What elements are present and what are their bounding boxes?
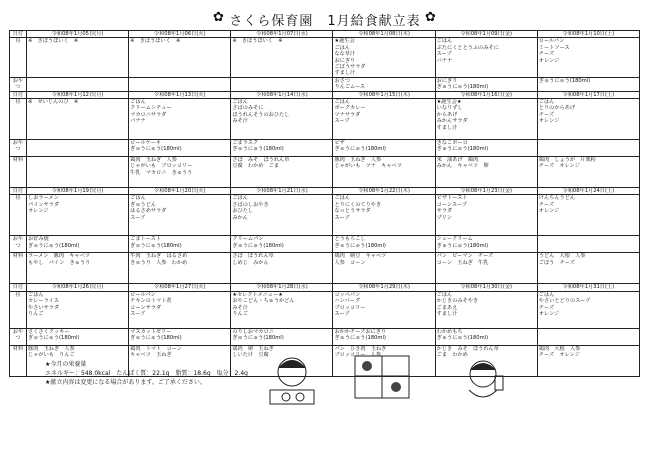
date-cell: 令和08年1月13日(火) (129, 91, 231, 98)
nutrition-note (45, 360, 295, 387)
ing-cell: かじき みそ ほうれん草 ごま わかめ (435, 345, 537, 376)
snack-cell: お好み焼 ぎゅうにゅう(180ml) (27, 236, 129, 253)
flower-icon: ✿ (213, 10, 224, 25)
row-label: 日付 (10, 284, 27, 291)
date-cell: 令和08年1月07日(水) (231, 31, 333, 38)
lunch-cell: しおラーメン パインサラダ オレンジ (27, 195, 129, 236)
lunch-cell: ★誕生会 ごはん なな草汁 おにぎり ごぼうサラダ すまし汁 (333, 38, 435, 77)
snack-cell: おかかチーズおにぎり ぎゅうにゅう(180ml) (333, 328, 435, 345)
lunch-cell: ※ せいじんのひ ※ (27, 99, 129, 140)
bento-box-illustration (352, 352, 412, 402)
row-label: おやつ (10, 328, 27, 345)
date-cell: 令和08年1月29日(木) (333, 284, 435, 291)
row-label: 日付 (10, 31, 27, 38)
lunch-cell: ※ きぼうほいく ※ (27, 38, 129, 77)
snack-cell: シュークリーム ぎゅうにゅう(180ml) (435, 236, 537, 253)
lunch-cell: ごはん やさいとどりのスープ チーズ オレンジ (537, 291, 639, 328)
date-cell: 令和08年1月05日(月) (27, 31, 129, 38)
energy-values: エネルギー：548.0kcal たんぱく質：22.1g 脂質：18.6g 塩分：2.4g (45, 370, 248, 377)
snack-cell (537, 236, 639, 253)
date-cell: 令和08年1月26日(月) (27, 284, 129, 291)
row-label: 日付 (10, 91, 27, 98)
ing-cell: うどん 大根 人参 ごぼう チーズ (537, 253, 639, 284)
lunch-cell: ロールパン チキンのトマト煮 コーンサラダ スープ (129, 291, 231, 328)
snack-cell: ぎゅうにゅう(180ml) (537, 77, 639, 91)
row-label: おやつ (10, 140, 27, 157)
snack-cell (231, 77, 333, 91)
row-label: おやつ (10, 77, 27, 91)
page-title: さくら保育園 1月給食献立表 (229, 14, 421, 29)
lunch-cell: けんちんうどん チーズ オレンジ (537, 195, 639, 236)
date-cell: 令和08年1月31日(土) (537, 284, 639, 291)
lunch-cell: ごはん さばのみそに ほうれんそうのおひたし みそ汁 (231, 99, 333, 140)
row-label: 昼 (10, 99, 27, 140)
ing-cell: 鶏肉 卵 玉ねぎ しいたけ 豆腐 (231, 345, 333, 376)
ing-cell: さば みそ ほうれん草 豆腐 わかめ ごま (231, 157, 333, 188)
lunch-cell: ごはん ぶたにくととうふのみそに スープ バナナ (435, 38, 537, 77)
snack-cell: クリームパン ぎゅうにゅう(180ml) (231, 236, 333, 253)
ing-cell: 鶏肉 トマト コーン キャベツ 玉ねぎ (129, 345, 231, 376)
snack-cell: とうもろこし ぎゅうにゅう(180ml) (333, 236, 435, 253)
flower-icon: ✿ (425, 10, 436, 25)
snack-cell (537, 140, 639, 157)
lunch-cell: ★誕生会★ いなりずし からあげ みかんサラダ すまし汁 (435, 99, 537, 140)
snack-cell: ロールケーキ ぎゅうにゅう(180ml) (129, 140, 231, 157)
lunch-cell: ※ きぼうほいく ※ (129, 38, 231, 77)
date-cell: 令和08年1月09日(金) (435, 31, 537, 38)
ing-cell: ラーメン 豚肉 キャベツ もやし パイン きゅうり (27, 253, 129, 284)
snack-cell: わかめもち ぎゅうにゅう(180ml) (435, 328, 537, 345)
row-label: 昼 (10, 38, 27, 77)
date-cell: 令和08年1月17日(土) (537, 91, 639, 98)
snack-cell: のりしおマカロニ ぎゅうにゅう(180ml) (231, 328, 333, 345)
date-cell: 令和08年1月19日(月) (27, 188, 129, 195)
ing-cell: 牛肉 玉ねぎ はるさめ きゅうり 人参 わかめ (129, 253, 231, 284)
ing-cell: 鶏肉 納豆 キャベツ 人参 コーン (333, 253, 435, 284)
row-label: 昼 (10, 291, 27, 328)
lunch-cell: ごはん とりのからあげ チーズ オレンジ (537, 99, 639, 140)
date-cell: 令和08年1月15日(木) (333, 91, 435, 98)
date-cell: 令和08年1月14日(水) (231, 91, 333, 98)
ing-cell: さば ほうれん草 しめじ みかん (231, 253, 333, 284)
snack-cell: ピザ ぎゅうにゅう(180ml) (333, 140, 435, 157)
snack-cell (27, 140, 129, 157)
snack-cell: さくさくクッキー ぎゅうにゅう(180ml) (27, 328, 129, 345)
date-cell: 令和08年1月24日(土) (537, 188, 639, 195)
lunch-cell: ごはん かじきのみそやき ごまあえ すまし汁 (435, 291, 537, 328)
snack-cell (27, 77, 129, 91)
lunch-cell: ※ きぼうほいく ※ (231, 38, 333, 77)
date-cell: 令和08年1月08日(木) (333, 31, 435, 38)
date-cell: 令和08年1月12日(月) (27, 91, 129, 98)
child-eating-illustration (262, 350, 322, 410)
row-label: 材料 (10, 345, 27, 376)
lunch-cell: ごはん クリームシチュー マカロニサラダ バナナ (129, 99, 231, 140)
date-cell: 令和08年1月30日(金) (435, 284, 537, 291)
ing-cell: 鶏肉 しょうが 片栗粉 チーズ オレンジ (537, 157, 639, 188)
date-cell: 令和08年1月23日(金) (435, 188, 537, 195)
child-drinking-illustration (455, 350, 515, 410)
date-cell: 令和08年1月27日(火) (129, 284, 231, 291)
lunch-cell: ★セレクトメニュー★ おやこどん・ちゅうかどん みそ汁 りんご (231, 291, 333, 328)
lunch-cell: ごはん さばのしおやき おひたし みかん (231, 195, 333, 236)
lunch-cell: ごはん ぎゅうどん はるさめサラダ スープ (129, 195, 231, 236)
date-cell: 令和08年1月10日(土) (537, 31, 639, 38)
ing-cell (27, 157, 129, 188)
ing-cell: 米 油あげ 鶏肉 みかん キャベツ 卵 (435, 157, 537, 188)
lunch-cell: ごはん ポークカレー ツナサラダ スープ (333, 99, 435, 140)
snack-cell: おにぎり ぎゅうにゅう(180ml) (435, 77, 537, 91)
date-cell: 令和08年1月16日(金) (435, 91, 537, 98)
ing-cell: 豚肉 玉ねぎ 人参 じゃがいも ツナ キャベツ (333, 157, 435, 188)
snack-cell (537, 328, 639, 345)
row-label: 昼 (10, 195, 27, 236)
lunch-cell: コッペパン ハンバーグ ブロッコリー スープ (333, 291, 435, 328)
ing-cell: 豚肉 玉ねぎ 人参 じゃがいも りんご (27, 345, 129, 376)
date-cell: 令和08年1月22日(木) (333, 188, 435, 195)
ing-cell: 鶏肉 大根 人参 チーズ オレンジ (537, 345, 639, 376)
lunch-cell: ロールパン ミートソース チーズ オレンジ (537, 38, 639, 77)
date-cell: 令和08年1月20日(火) (129, 188, 231, 195)
row-label: 材料 (10, 157, 27, 188)
ing-cell: パン ひき肉 玉ねぎ ブロッコリー 人参 (333, 345, 435, 376)
lunch-cell: ごはん カレーライス やさいサラダ りんご (27, 291, 129, 328)
lunch-cell: ピザトースト コーンスープ サラダ プリン (435, 195, 537, 236)
menu-table (9, 30, 640, 377)
snack-cell: マスカットゼリー ぎゅうにゅう(180ml) (129, 328, 231, 345)
row-label: 材料 (10, 253, 27, 284)
date-cell: 令和08年1月28日(水) (231, 284, 333, 291)
date-cell: 令和08年1月21日(水) (231, 188, 333, 195)
lunch-cell: ごはん とりにくのてりやき なっとうサラダ スープ (333, 195, 435, 236)
row-label: おやつ (10, 236, 27, 253)
snack-cell (129, 77, 231, 91)
date-cell: 令和08年1月06日(火) (129, 31, 231, 38)
snack-cell: ごまラスク ぎゅうにゅう(180ml) (231, 140, 333, 157)
change-note: ★献立内容は変更になる場合があります。ご了承ください。 (45, 379, 206, 386)
row-label: 日付 (10, 188, 27, 195)
energy-title: ★今月の栄養量 (45, 361, 87, 368)
ing-cell: 鶏肉 玉ねぎ 人参 じゃがいも ブロッコリー 牛乳 マカロニ きゅうり (129, 157, 231, 188)
snack-cell: おさつ りんごムース (333, 77, 435, 91)
snack-cell: ごまトースト ぎゅうにゅう(180ml) (129, 236, 231, 253)
snack-cell: きなこボーロ ぎゅうにゅう(180ml) (435, 140, 537, 157)
ing-cell: パン ピーマン チーズ コーン 玉ねぎ 牛乳 (435, 253, 537, 284)
